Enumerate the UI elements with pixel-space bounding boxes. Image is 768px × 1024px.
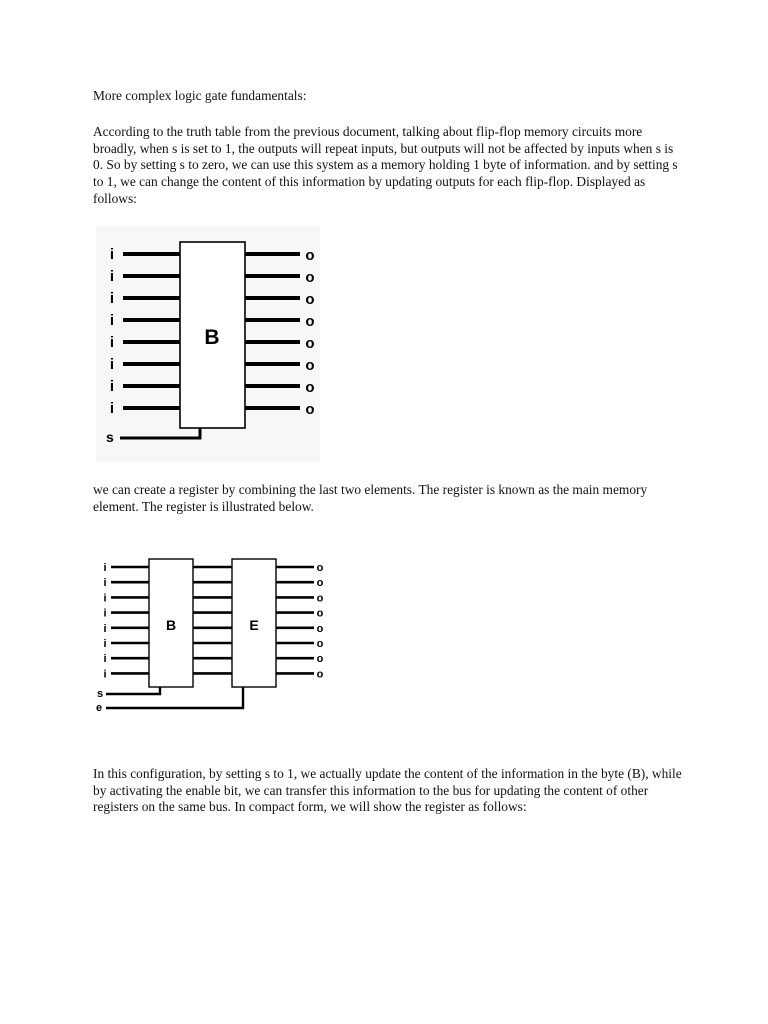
output-label: o [305, 357, 315, 374]
input-label: i [109, 312, 115, 329]
enable-block-label: E [249, 617, 259, 633]
byte-block-label: B [204, 326, 220, 349]
input-label: i [109, 400, 115, 417]
input-label: i [109, 378, 115, 395]
byte-memory-svg [96, 226, 320, 462]
output-label: o [305, 269, 315, 286]
input-label: i [103, 592, 107, 605]
byte-memory-diagram [96, 226, 320, 462]
input-label: i [109, 268, 115, 285]
input-label: i [109, 334, 115, 351]
output-label: o [316, 622, 324, 635]
document-heading: More complex logic gate fundamentals: [93, 88, 307, 103]
paragraph-register-intro: we can create a register by combining the last two elements. The register is known as the main memory element. The register is illustrated below. [93, 482, 648, 514]
paragraph-flip-flop-memory: According to the truth table from the previous document, talking about flip-flop memory circuits more broadly, when s is set to 1, the outputs will repeat inputs, but outputs will not be affected by inputs when s is 0. So by setting s to zero, we can use this system as a memory holding 1 byte of information. and by setting s to 1, we can change the content of this information by updating outputs for each flip-flop. Displayed as follows: [93, 124, 678, 206]
input-label: i [103, 607, 107, 620]
input-label: i [109, 356, 115, 373]
set-label: s [106, 429, 114, 445]
output-label: o [316, 653, 324, 666]
set-label: s [97, 688, 104, 700]
output-label: o [305, 313, 315, 330]
output-label: o [316, 592, 324, 605]
paragraph-register-configuration: In this configuration, by setting s to 1, we actually update the content of the information in the byte (B), while by activating the enable bit, we can transfer this information to the bus for updating the content of other registers on the same bus. In compact form, we will show the register as follows: [93, 766, 682, 815]
output-label: o [316, 638, 324, 650]
input-label: i [109, 290, 115, 307]
input-label: i [103, 577, 107, 590]
output-label: o [316, 562, 324, 574]
input-label: i [103, 653, 107, 666]
output-label: o [305, 401, 315, 418]
enable-line [106, 687, 243, 708]
byte-block-label: B [165, 617, 177, 633]
input-label: i [103, 668, 107, 681]
register-svg [90, 552, 334, 718]
output-label: o [316, 607, 324, 620]
input-label: i [103, 638, 107, 650]
output-label: o [316, 668, 324, 681]
output-label: o [305, 379, 315, 396]
output-label: o [305, 335, 315, 352]
output-label: o [316, 577, 324, 590]
input-label: i [103, 622, 107, 635]
register-diagram [90, 552, 334, 718]
output-label: o [305, 291, 315, 308]
set-line [106, 687, 160, 694]
input-label: i [103, 562, 107, 574]
input-label: i [109, 246, 115, 263]
output-label: o [305, 247, 315, 264]
enable-label: e [96, 702, 103, 714]
